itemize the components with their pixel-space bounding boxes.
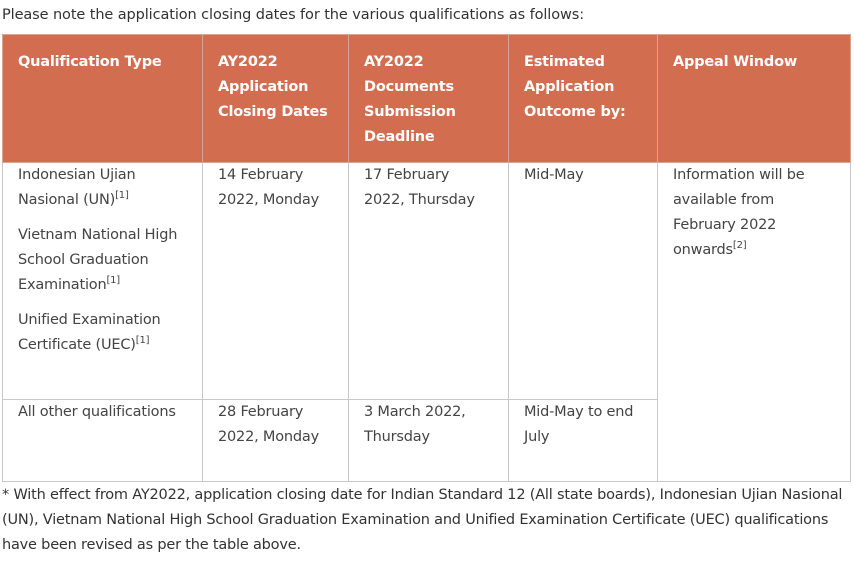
intro-text: Please note the application closing dates for the various qualifications as follows: bbox=[2, 7, 585, 23]
qualification-item: Indonesian Ujian Nasional (UN)[1] bbox=[18, 167, 136, 208]
documents-deadline-cell: 17 February 2022, Thursday bbox=[349, 163, 509, 400]
closing-date-cell: 28 February 2022, Monday bbox=[203, 400, 349, 482]
qualification-type-cell bbox=[3, 163, 203, 400]
header-outcome-by: Estimated Application Outcome by: bbox=[509, 35, 658, 163]
qualification-type-cell bbox=[3, 400, 203, 482]
qualification-item: Unified Examination Certificate (UEC)[1] bbox=[18, 312, 161, 353]
footnote-ref: [1] bbox=[115, 190, 129, 201]
header-documents-deadline: AY2022 Documents Submission Deadline bbox=[349, 35, 509, 163]
qualification-dates-table bbox=[2, 34, 851, 482]
documents-deadline-cell: 3 March 2022, Thursday bbox=[349, 400, 509, 482]
closing-date-cell: 14 February 2022, Monday bbox=[203, 163, 349, 400]
qualification-item: All other qualifications bbox=[18, 404, 176, 420]
appeal-window-cell: Information will be available from February 2022 onwards[2] bbox=[658, 163, 851, 482]
table-header-row bbox=[3, 35, 851, 163]
table-row bbox=[3, 163, 851, 400]
qualification-item: Vietnam National High School Graduation Examination[1] bbox=[18, 227, 178, 293]
outcome-by-cell: Mid-May bbox=[509, 163, 658, 400]
header-qualification-type: Qualification Type bbox=[3, 35, 203, 163]
header-closing-dates: AY2022 Application Closing Dates bbox=[203, 35, 349, 163]
footnote-ref: [1] bbox=[135, 335, 150, 346]
outcome-by-cell: Mid-May to end July bbox=[509, 400, 658, 482]
header-appeal-window: Appeal Window bbox=[658, 35, 851, 163]
footnote-ref: [2] bbox=[732, 240, 747, 251]
footnote-ref: [1] bbox=[106, 275, 121, 286]
footnote-text: * With effect from AY2022, application closing date for Indian Standard 12 (All state boards), Indonesian Ujian Nasional (UN), Vietnam National High School Graduation Examination and Unified Examination Certificate (UEC) qualifications have been revised as per the table above. bbox=[2, 487, 843, 553]
